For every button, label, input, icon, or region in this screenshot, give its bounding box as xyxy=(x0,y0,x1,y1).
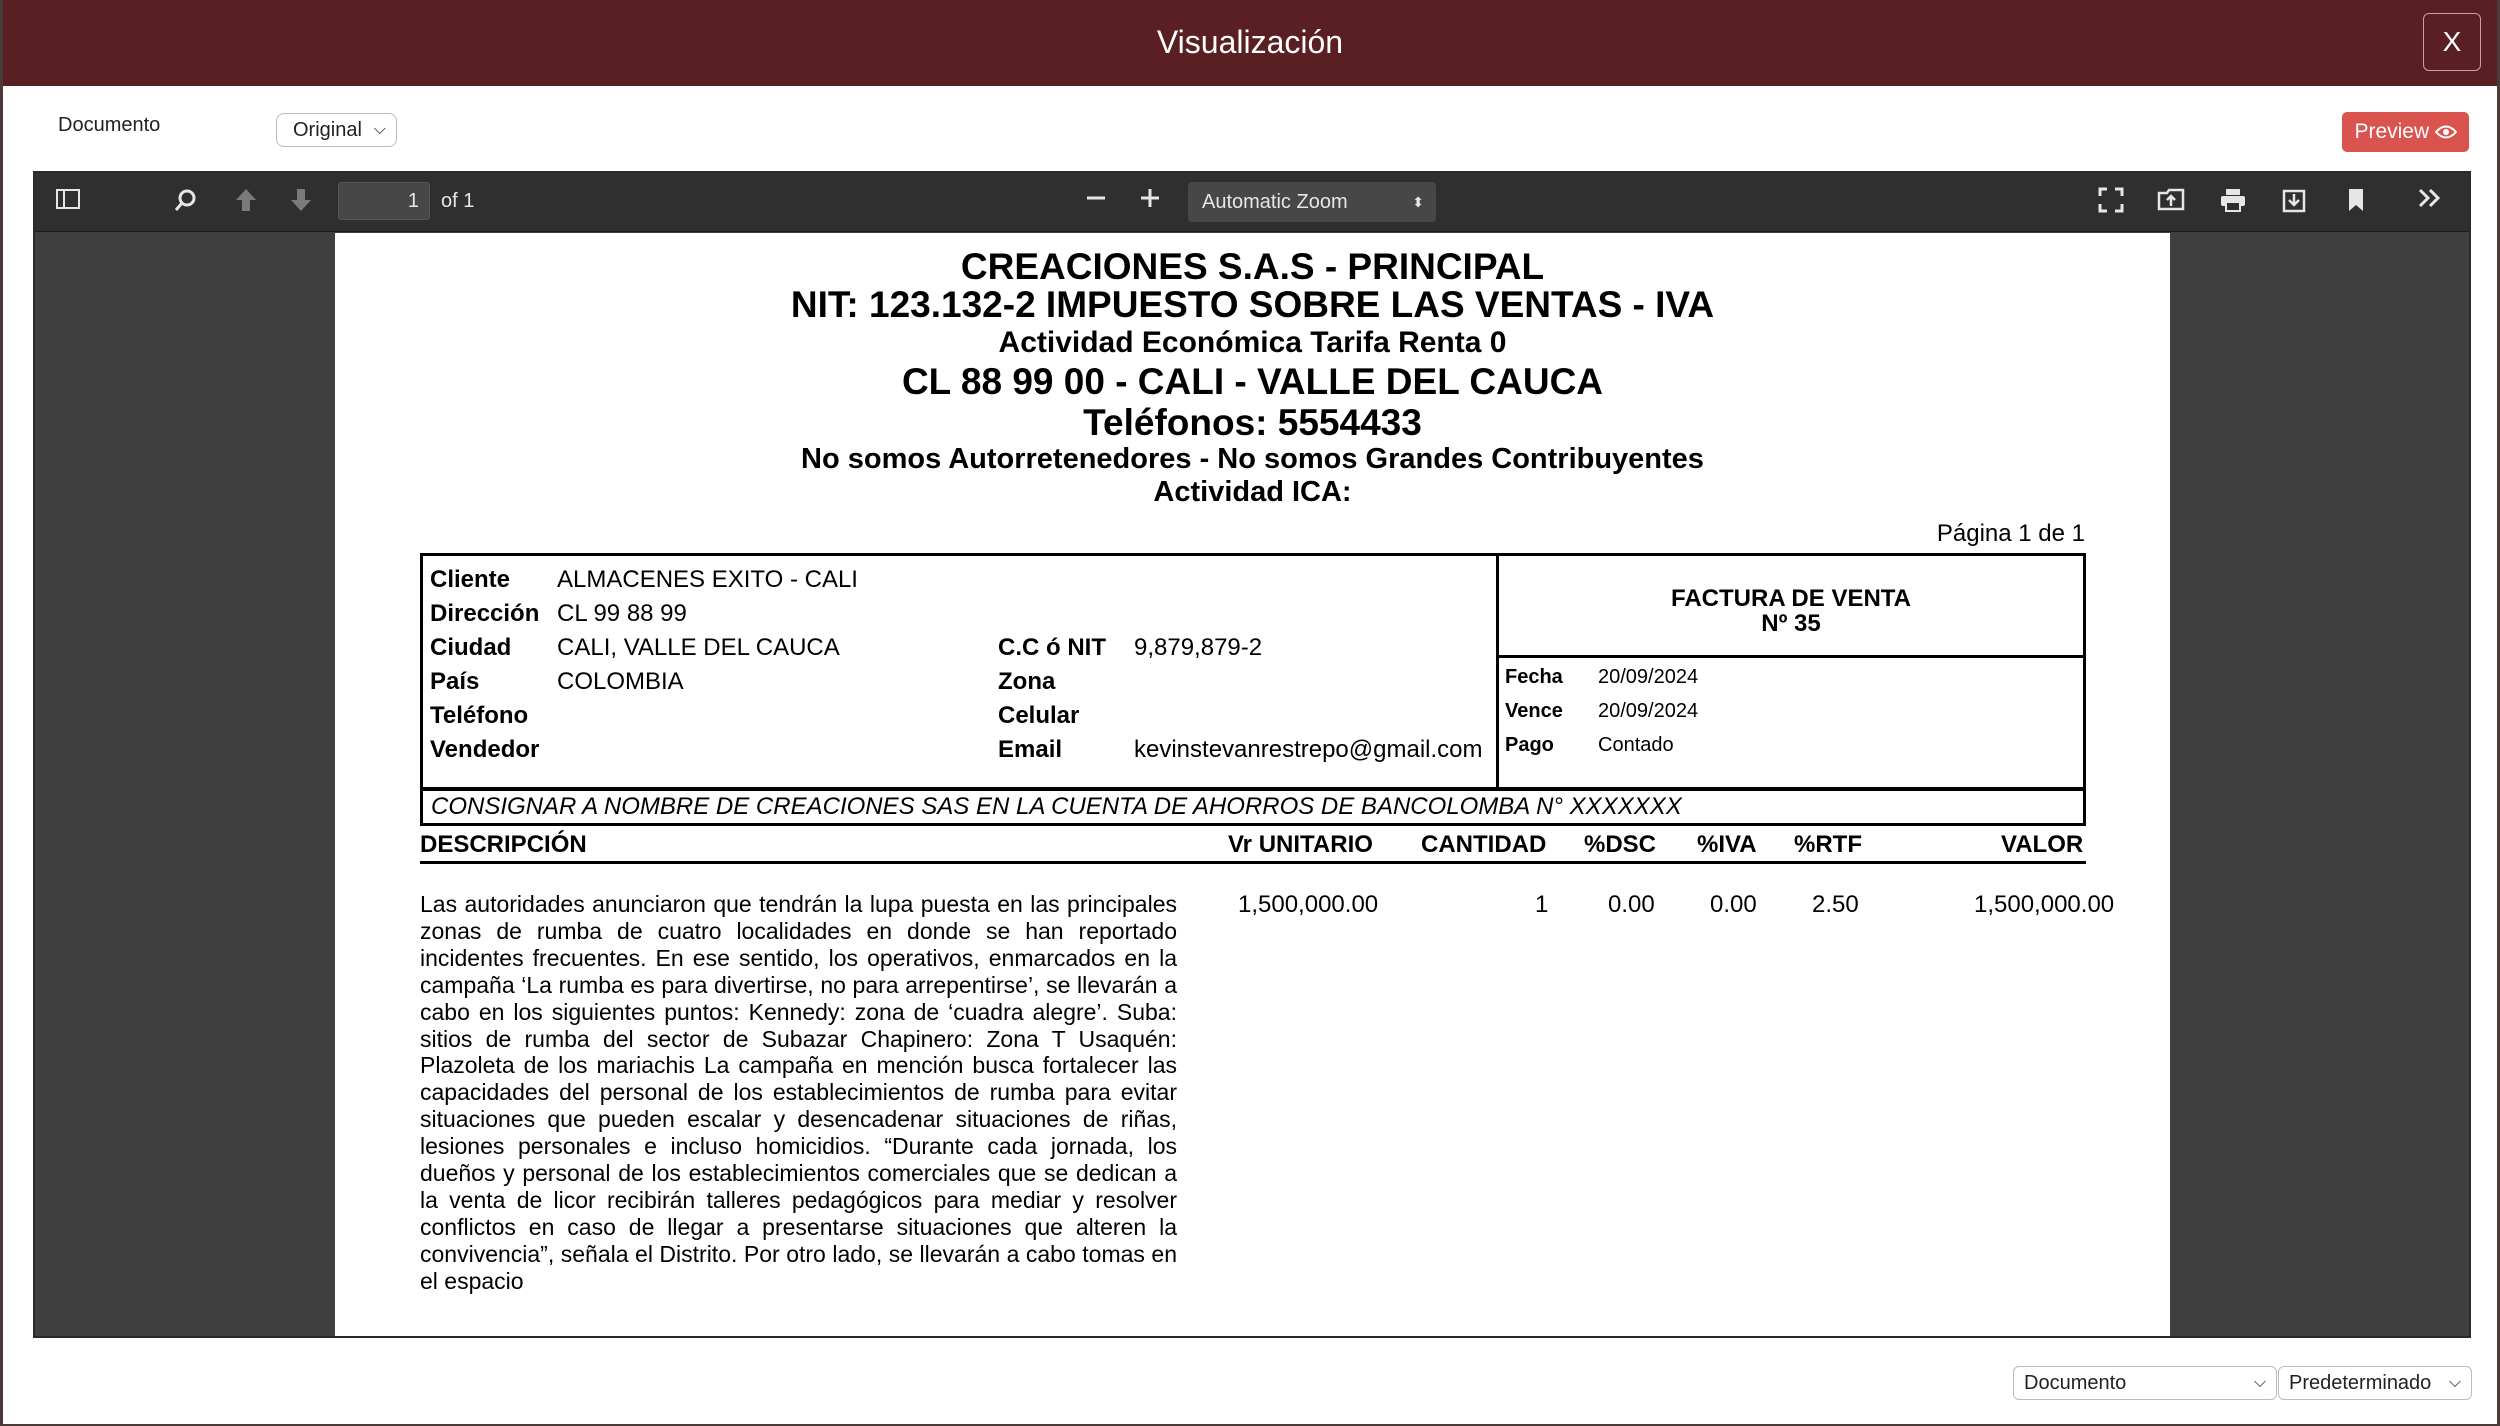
item-dsc: 0.00 xyxy=(1608,891,1655,918)
more-tools-icon[interactable] xyxy=(2415,187,2445,217)
email-label: Email xyxy=(998,736,1063,763)
item-cantidad: 1 xyxy=(1535,891,1549,918)
header-descripcion: DESCRIPCIÓN xyxy=(420,831,587,858)
close-button[interactable]: X xyxy=(2423,13,2481,71)
cliente-label: Cliente xyxy=(430,566,511,593)
zoom-in-icon[interactable] xyxy=(1135,187,1165,217)
item-valor: 1,500,000.00 xyxy=(1974,891,2115,918)
eye-icon xyxy=(2435,120,2457,143)
bookmark-icon[interactable] xyxy=(2341,187,2371,217)
invoice-title-block xyxy=(1499,586,2083,636)
table-header-rule xyxy=(420,861,2086,864)
invoice-title: FACTURA DE VENTA xyxy=(1671,585,1911,612)
company-activity: Actividad Económica Tarifa Renta 0 xyxy=(998,326,1507,359)
search-icon[interactable] xyxy=(171,187,201,217)
sidebar-toggle-icon[interactable] xyxy=(53,187,83,217)
item-vr-unitario: 1,500,000.00 xyxy=(1238,891,1379,918)
consignment-note: CONSIGNAR A NOMBRE DE CREACIONES SAS EN LA CUENTA DE AHORROS DE BANCOLOMBA N° XXXXXXX xyxy=(420,788,2086,826)
documento-label: Documento xyxy=(58,114,161,136)
invoice-info-box xyxy=(1496,553,2086,790)
nit-label: C.C ó NIT xyxy=(998,634,1106,661)
open-file-icon[interactable] xyxy=(2156,187,2186,217)
cliente-value: ALMACENES EXITO - CALI xyxy=(557,566,858,593)
format-select-value: Original xyxy=(293,119,362,141)
ciudad-value: CALI, VALLE DEL CAUCA xyxy=(557,634,840,661)
page-count: of 1 xyxy=(441,190,475,212)
pdf-toolbar xyxy=(35,173,2469,232)
invoice-divider xyxy=(1499,655,2083,658)
company-phones: Teléfonos: 5554433 xyxy=(1083,402,1422,443)
telefono-label: Teléfono xyxy=(430,702,529,729)
modal-title: Visualización xyxy=(1156,24,1344,60)
invoice-number: Nº 35 xyxy=(1761,610,1821,637)
pago-label: Pago xyxy=(1505,734,1554,756)
zoom-select[interactable] xyxy=(1188,182,1436,222)
celular-label: Celular xyxy=(998,702,1080,729)
nit-value: 9,879,879-2 xyxy=(1134,634,1263,661)
company-nit: NIT: 123.132-2 IMPUESTO SOBRE LAS VENTAS - IVA xyxy=(790,284,1715,325)
format-select[interactable] xyxy=(276,113,397,147)
download-icon[interactable] xyxy=(2279,187,2309,217)
direccion-label: Dirección xyxy=(430,600,540,627)
chevron-down-icon: ⌵ xyxy=(2253,1374,2266,1391)
item-iva: 0.00 xyxy=(1710,891,1757,918)
direccion-value: CL 99 88 99 xyxy=(557,600,687,627)
pdf-page xyxy=(335,233,2170,1338)
zoom-select-value: Automatic Zoom xyxy=(1202,191,1348,213)
fecha-value: 20/09/2024 xyxy=(1598,666,1699,688)
chevron-down-icon: ⌵ xyxy=(373,121,386,138)
header-dsc: %DSC xyxy=(1584,831,1657,858)
pago-value: Contado xyxy=(1598,734,1674,756)
zona-label: Zona xyxy=(998,668,1056,695)
vence-value: 20/09/2024 xyxy=(1598,700,1699,722)
header-rtf: %RTF xyxy=(1794,831,1862,858)
fecha-label: Fecha xyxy=(1505,666,1563,688)
preview-button-label: Preview xyxy=(2354,120,2430,143)
next-page-icon[interactable] xyxy=(286,187,316,217)
company-name: CREACIONES S.A.S - PRINCIPAL xyxy=(960,246,1545,287)
page-indicator: Página 1 de 1 xyxy=(1936,520,2085,547)
previous-page-icon[interactable] xyxy=(231,187,261,217)
preview-modal xyxy=(3,0,2497,1424)
tax-status: No somos Autorretenedores - No somos Grandes Contribuyentes xyxy=(801,443,1704,475)
template-value: Predeterminado xyxy=(2289,1372,2432,1394)
document-type-select[interactable] xyxy=(2013,1366,2277,1400)
item-description: Las autoridades anunciaron que tendrán la lupa puesta en las principales zonas de rumba de cuatro localidades en donde se han reportado incidentes frecuentes. En ese sentido, los operativos, enmarcados en la campaña ‘La rumba es para divertirse, no para arrepentirse’, se llevarán a cabo en los siguientes puntos: Kennedy: zona de ‘cuadra alegre’. Suba: sitios de rumba del sector de Subazar Chapinero: Zona T Usaquén: Plazoleta de los mariachis La campaña en mención busca fortalecer las capacidades del personal de los establecimientos de rumba para evitar situaciones que pueden escalar y desencadenar situaciones de riñas, lesiones personales e incluso homicidios. “Durante cada jornada, los dueños y personal de los establecimientos comerciales que se dedican a la venta de licor recibirán talleres pedagógicos para mediar y resolver conflictos en caso de llegar a presentarse situaciones que alteren la convivencia”, señala el Distrito. Por otro lado, se llevarán a cabo tomas en el espacio xyxy=(420,891,1177,1294)
chevron-down-icon: ⌵ xyxy=(2448,1374,2461,1391)
document-type-value: Documento xyxy=(2024,1372,2127,1394)
preview-button[interactable] xyxy=(2342,112,2469,152)
client-info-box xyxy=(420,553,1499,790)
page-number-input[interactable]: 1 xyxy=(338,182,430,220)
print-icon[interactable] xyxy=(2218,187,2248,217)
item-rtf: 2.50 xyxy=(1812,891,1859,918)
template-select[interactable] xyxy=(2278,1366,2472,1400)
vendedor-label: Vendedor xyxy=(430,736,540,763)
email-value: kevinstevanrestrepo@gmail.com xyxy=(1134,736,1483,763)
pais-value: COLOMBIA xyxy=(557,668,684,695)
zoom-out-icon[interactable] xyxy=(1081,187,1111,217)
company-address: CL 88 99 00 - CALI - VALLE DEL CAUCA xyxy=(901,361,1604,402)
header-iva: %IVA xyxy=(1697,831,1757,858)
presentation-mode-icon[interactable] xyxy=(2096,187,2126,217)
header-valor: VALOR xyxy=(2001,831,2084,858)
header-vr-unitario: Vr UNITARIO xyxy=(1228,831,1373,858)
modal-header xyxy=(3,0,2497,86)
pais-label: País xyxy=(430,668,480,695)
vence-label: Vence xyxy=(1505,700,1563,722)
updown-arrow-icon: ⬍ xyxy=(1412,194,1424,210)
header-cantidad: CANTIDAD xyxy=(1421,831,1547,858)
pdf-viewer xyxy=(33,171,2471,1338)
ciudad-label: Ciudad xyxy=(430,634,512,661)
ica-activity: Actividad ICA: xyxy=(1153,476,1352,508)
